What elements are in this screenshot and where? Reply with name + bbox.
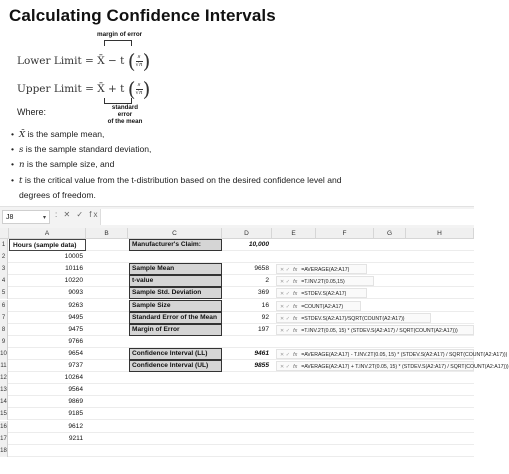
definitions-list: [11, 127, 342, 202]
sample-data-cell[interactable]: 9612: [68, 422, 83, 430]
list-item: • t is the critical value from the t-distribution based on the desired confidence level and: [11, 173, 342, 188]
fx-icon: fx: [293, 267, 298, 274]
row-header[interactable]: 7: [0, 312, 8, 324]
column-header-d[interactable]: D: [222, 228, 272, 239]
page-title: Calculating Confidence Intervals: [9, 6, 276, 25]
row-header[interactable]: 12: [0, 372, 8, 384]
table-row: [0, 239, 474, 251]
formula-text: =COUNT(A2:A17): [301, 303, 344, 310]
row-header[interactable]: 4: [0, 275, 8, 287]
table-row: [0, 360, 509, 372]
formula-bar-icons[interactable]: : ✕ ✓ fx: [55, 210, 100, 219]
stat-value-cell[interactable]: 197: [257, 325, 269, 333]
formula-cancel-confirm-icon: ✕ ✓: [280, 303, 291, 310]
stat-label-cell[interactable]: Manufacturer's Claim:: [129, 239, 222, 251]
column-header-f[interactable]: F: [316, 228, 374, 239]
stat-value-cell[interactable]: 369: [257, 289, 269, 297]
table-row: [0, 300, 474, 312]
row-header[interactable]: 2: [0, 251, 8, 263]
stat-label-cell[interactable]: Sample Std. Deviation: [129, 287, 222, 299]
sample-data-cell[interactable]: 9869: [68, 398, 83, 406]
formula-text: =AVERAGE(A2:A17) - T.INV.2T(0.05, 15) * (STDEV.S(A2:A17) / SQRT(COUNT(A2:A17))): [301, 351, 508, 358]
stat-value-cell[interactable]: 10,000: [248, 241, 269, 248]
where-label: Where:: [17, 107, 47, 117]
list-item: • X̄ is the sample mean,: [11, 127, 342, 142]
formula-input[interactable]: [100, 209, 474, 225]
formula-annotation: [276, 264, 367, 274]
formula-text: =T.INV.2T(0.05, 15) * (STDEV.S(A2:A17) / SQRT(COUNT(A2:A17))): [301, 327, 458, 334]
table-row: [0, 251, 474, 263]
list-item: • n is the sample size, and: [11, 157, 342, 172]
sample-data-cell[interactable]: 10005: [64, 253, 83, 261]
fx-icon: fx: [293, 315, 298, 322]
column-header-g[interactable]: G: [374, 228, 406, 239]
row-header[interactable]: 1: [0, 239, 8, 251]
stat-value-cell[interactable]: 9658: [254, 265, 269, 273]
sample-data-cell[interactable]: 10264: [64, 374, 83, 382]
formula-text: =STDEV.S(A2:A17)/SQRT(COUNT(A2:A17)): [301, 315, 405, 322]
formula-cancel-confirm-icon: ✕ ✓: [280, 351, 291, 358]
row-header[interactable]: 16: [0, 421, 8, 433]
formula-annotation: [276, 288, 367, 298]
row-header[interactable]: 3: [0, 263, 8, 275]
sample-data-cell[interactable]: 9093: [68, 289, 83, 297]
sample-data-cell[interactable]: 9564: [68, 386, 83, 394]
fx-icon: fx: [293, 327, 298, 334]
select-all-corner[interactable]: [0, 228, 9, 239]
sample-data-cell[interactable]: 9495: [68, 313, 83, 321]
stat-value-cell[interactable]: 9855: [254, 362, 269, 369]
chevron-down-icon[interactable]: ▾: [42, 215, 46, 221]
formula-cancel-confirm-icon: ✕ ✓: [280, 291, 291, 298]
table-row: [0, 312, 474, 324]
row-header[interactable]: 9: [0, 336, 8, 348]
sample-data-cell[interactable]: 10220: [64, 277, 83, 285]
row-header[interactable]: 10: [0, 348, 8, 360]
margin-bracket: [104, 40, 132, 46]
list-item-continuation: degrees of freedom.: [19, 189, 96, 200]
stat-label-cell[interactable]: t-value: [129, 275, 222, 287]
row-header[interactable]: 15: [0, 408, 8, 420]
sample-data-cell[interactable]: 9766: [68, 337, 83, 345]
sample-data-cell[interactable]: 9211: [68, 434, 83, 442]
table-row: [0, 384, 474, 396]
row-header[interactable]: 8: [0, 324, 8, 336]
formula-text: =STDEV.S(A2:A17): [301, 291, 347, 298]
row-header[interactable]: 11: [0, 360, 8, 372]
stat-label-cell[interactable]: Sample Size: [129, 300, 222, 312]
formula-annotation: [276, 361, 509, 371]
sample-data-cell[interactable]: 9185: [68, 410, 83, 418]
upper-limit-text: Upper Limit = X̄ + t: [17, 83, 125, 95]
table-row: [0, 275, 474, 287]
fx-icon: fx: [293, 364, 298, 370]
formula-cancel-confirm-icon: ✕ ✓: [280, 315, 291, 322]
column-header-h[interactable]: H: [406, 228, 474, 239]
stat-label-cell[interactable]: Standard Error of the Mean: [129, 312, 222, 324]
formula-text: =AVERAGE(A2:A17) + T.INV.2T(0.05, 15) * (STDEV.S(A2:A17) / SQRT(COUNT(A2:A17))): [301, 364, 509, 370]
table-row: [0, 445, 474, 457]
formula-annotation: [276, 349, 508, 359]
row-header[interactable]: 18: [0, 445, 8, 457]
formula-cancel-confirm-icon: ✕ ✓: [280, 279, 291, 286]
stat-label-cell[interactable]: Confidence Interval (UL): [129, 360, 222, 372]
margin-of-error-label: margin of error: [97, 31, 143, 38]
row-header[interactable]: 5: [0, 287, 8, 299]
stat-value-cell[interactable]: 16: [261, 301, 269, 309]
column-header-b[interactable]: B: [86, 228, 128, 239]
table-row: [0, 408, 474, 420]
formula-text: =AVERAGE(A2:A17): [301, 267, 350, 274]
name-box[interactable]: J8 ▾: [2, 210, 50, 224]
row-header[interactable]: 14: [0, 396, 8, 408]
fx-icon: fx: [293, 291, 298, 298]
formula-cancel-confirm-icon: ✕ ✓: [280, 267, 291, 274]
stat-value-cell[interactable]: 2: [265, 277, 269, 285]
stat-label-cell[interactable]: Confidence Interval (LL): [129, 348, 222, 360]
table-row: [0, 324, 474, 336]
table-row: [0, 287, 474, 299]
table-row: [0, 263, 474, 275]
column-header-e[interactable]: E: [272, 228, 316, 239]
stat-value-cell[interactable]: 92: [261, 313, 269, 321]
table-row: [0, 433, 474, 445]
sample-data-cell[interactable]: 9475: [68, 325, 83, 333]
sample-data-cell[interactable]: 9737: [68, 362, 83, 369]
upper-limit-formula: Upper Limit = X̄ + t ( $\frac{s}{√n}$ ): [17, 77, 151, 101]
sample-data-cell[interactable]: 9263: [68, 301, 83, 309]
row-header[interactable]: 6: [0, 300, 8, 312]
formula-cancel-confirm-icon: ✕ ✓: [280, 327, 291, 334]
table-row: [0, 421, 474, 433]
sample-data-cell[interactable]: [9, 445, 86, 457]
fx-icon: fx: [293, 279, 298, 286]
std-error-fraction: $\frac{s}{√n}$: [135, 53, 143, 68]
stat-value-cell[interactable]: 9461: [254, 349, 269, 357]
fx-icon: fx: [293, 303, 298, 310]
list-item: • s is the sample standard deviation,: [11, 142, 342, 157]
fx-icon: fx: [293, 351, 298, 358]
sample-data-cell[interactable]: 9654: [68, 349, 83, 357]
column-header-a[interactable]: A: [9, 228, 86, 239]
sample-data-cell[interactable]: 10116: [65, 265, 83, 273]
stat-label-cell[interactable]: Margin of Error: [129, 324, 222, 336]
table-row: [0, 372, 474, 384]
formula-text: =T.INV.2T(0.05,15): [301, 279, 345, 286]
lower-limit-formula: Lower Limit = X̄ − t ( $\frac{s}{√n}$ ): [17, 49, 151, 73]
column-header-c[interactable]: C: [128, 228, 222, 239]
row-header[interactable]: 13: [0, 384, 8, 396]
formula-annotation: [276, 313, 431, 323]
table-row: [0, 396, 474, 408]
formula-annotation: [276, 301, 361, 311]
std-error-fraction: $\frac{s}{√n}$: [135, 81, 143, 96]
formula-annotation: [276, 325, 474, 335]
formula-cancel-confirm-icon: ✕ ✓: [280, 364, 291, 370]
formula-annotation: [276, 276, 374, 286]
table-row: [0, 336, 474, 348]
lower-limit-text: Lower Limit = X̄ − t: [17, 55, 125, 67]
formula-bar: [0, 206, 474, 230]
sample-data-header[interactable]: Hours (sample data): [9, 239, 86, 251]
table-row: [0, 348, 508, 360]
row-header[interactable]: 17: [0, 433, 8, 445]
std-error-label: standard error of the mean: [107, 104, 143, 125]
stat-label-cell[interactable]: Sample Mean: [129, 263, 222, 275]
